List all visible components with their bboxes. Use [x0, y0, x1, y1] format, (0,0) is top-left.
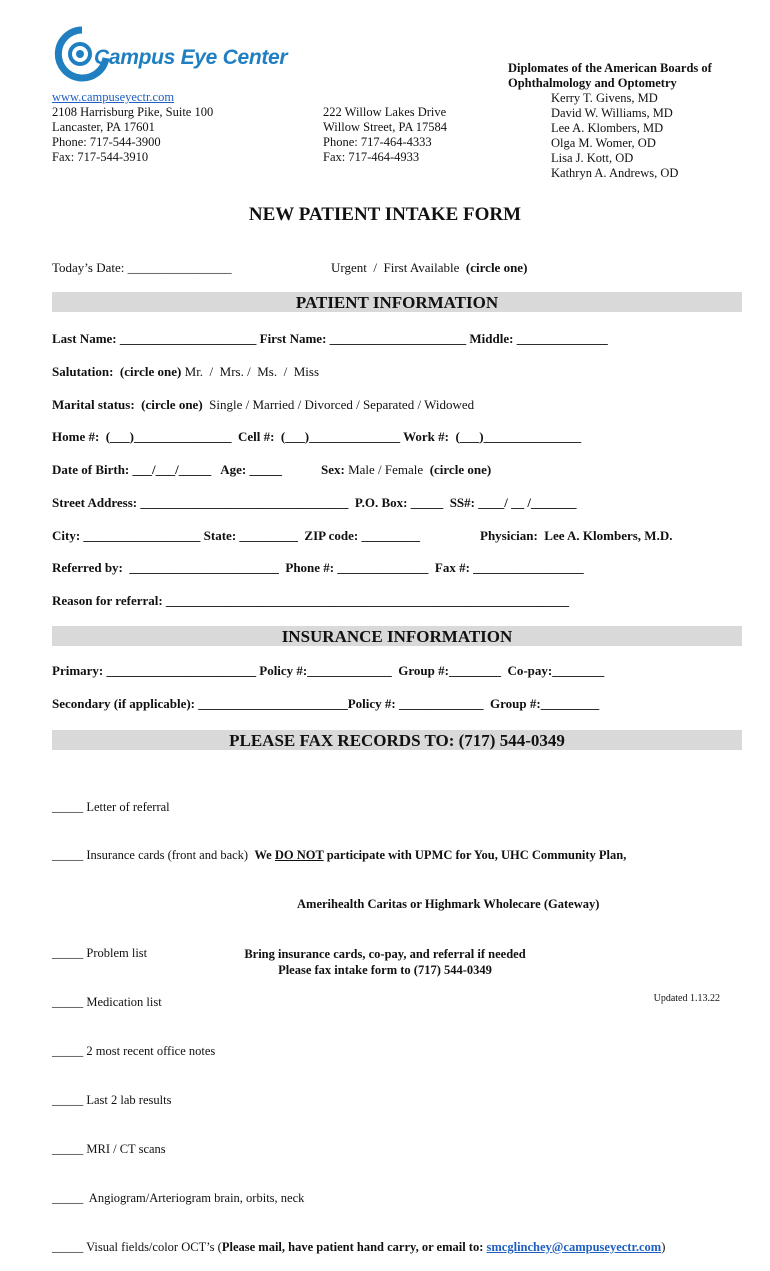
urgency-note: (circle one): [465, 260, 528, 275]
marital-label: Marital status: (circle one): [52, 397, 203, 412]
patient-info-heading: PATIENT INFORMATION: [52, 292, 742, 312]
email-link[interactable]: smcglinchey@campuseyectr.com: [486, 1239, 662, 1254]
checklist-item[interactable]: _____ Angiogram/Arteriogram brain, orbits, neck: [52, 1190, 305, 1205]
office1-address1: 2108 Harrisburg Pike, Suite 100: [52, 105, 214, 119]
marital-status-field[interactable]: [52, 397, 474, 413]
sex-label: Sex:: [321, 462, 345, 477]
fax-records-heading: PLEASE FAX RECORDS TO: (717) 544-0349: [52, 730, 742, 750]
insurance-heading: INSURANCE INFORMATION: [52, 626, 742, 646]
urgency-field[interactable]: [331, 260, 527, 276]
diplomates-heading2: Ophthalmology and Optometry: [508, 76, 677, 90]
checklist-item[interactable]: _____ MRI / CT scans: [52, 1141, 166, 1156]
logo: [52, 24, 292, 82]
records-checklist: [52, 766, 665, 1271]
reason-field[interactable]: Reason for referral: ______________________________________________________________: [52, 593, 569, 608]
office2-address2: Willow Street, PA 17584: [323, 120, 448, 134]
doctor-name: Kerry T. Givens, MD: [551, 91, 658, 105]
website-link[interactable]: www.campuseyectr.com: [52, 90, 175, 104]
insurance-note-line2: Amerihealth Caritas or Highmark Wholecare (Gateway): [297, 897, 600, 912]
todays-date-field[interactable]: Today’s Date: ________________: [52, 260, 232, 275]
salutation-options: Mr. / Mrs. / Ms. / Miss: [181, 364, 320, 379]
office1-address2: Lancaster, PA 17601: [52, 120, 155, 134]
footer-instructions: [0, 946, 770, 978]
primary-insurance-fields[interactable]: Primary: _______________________ Policy #:_____________ Group #:________ Co-pay:________: [52, 663, 605, 678]
doctor-name: Lee A. Klombers, MD: [551, 121, 664, 135]
office-lancaster: [52, 90, 213, 165]
checklist-item[interactable]: _____ Problem list: [52, 946, 148, 961]
city-fields[interactable]: City: __________________ State: _________ ZIP code: _________: [52, 528, 420, 543]
secondary-insurance-fields[interactable]: Secondary (if applicable): _______________________Policy #: _____________ Group #:_________: [52, 696, 600, 711]
office1-fax: Fax: 717-544-3910: [52, 150, 149, 164]
checklist-item[interactable]: _____ Medication list: [52, 995, 162, 1010]
name-fields[interactable]: Last Name: _____________________ First Name: _____________________ Middle: ______________: [52, 331, 608, 346]
referral-fields[interactable]: Referred by: _______________________ Phone #: ______________ Fax #: _________________: [52, 560, 584, 575]
marital-options: Single / Married / Divorced / Separated / Widowed: [202, 397, 475, 412]
checklist-item-label: _____ Visual fields/color OCT’s (: [52, 1239, 222, 1254]
checklist-item[interactable]: _____ Last 2 lab results: [52, 1092, 172, 1107]
sex-options: Male / Female: [344, 462, 427, 477]
visual-fields-note: Please mail, have patient hand carry, or email to:: [221, 1239, 487, 1254]
urgency-options: Urgent / First Available: [331, 260, 460, 275]
office2-fax: Fax: 717-464-4933: [323, 150, 420, 164]
phone-fields[interactable]: Home #: (___)_______________ Cell #: (___)______________ Work #: (___)_______________: [52, 429, 582, 444]
dob-age-fields[interactable]: Date of Birth: ___/___/_____ Age: _____: [52, 462, 283, 477]
updated-date: Updated 1.13.22: [653, 993, 720, 1004]
physician-field: Physician: Lee A. Klombers, M.D.: [480, 528, 673, 543]
doctor-name: Lisa J. Kott, OD: [551, 151, 634, 165]
checklist-item[interactable]: [52, 1239, 665, 1255]
doctor-name: Kathryn A. Andrews, OD: [551, 166, 679, 180]
office2-address1: 222 Willow Lakes Drive: [323, 105, 447, 119]
checklist-item[interactable]: _____ Letter of referral: [52, 799, 170, 814]
doctor-name: Olga M. Womer, OD: [551, 136, 656, 150]
logo-text: Campus Eye Center: [94, 46, 288, 69]
diplomates-heading1: Diplomates of the American Boards of: [508, 61, 712, 75]
salutation-label: Salutation: (circle one): [52, 364, 182, 379]
close-paren: ): [661, 1239, 666, 1254]
checklist-item[interactable]: [52, 847, 665, 863]
footer-line1: Bring insurance cards, co-pay, and referral if needed: [244, 947, 526, 961]
address-fields[interactable]: Street Address: ________________________________ P.O. Box: _____ SS#: ____/ __ /_______: [52, 495, 577, 510]
sex-field[interactable]: [321, 462, 491, 478]
insurance-note: We DO NOT participate with UPMC for You, UHC Community Plan,: [254, 848, 627, 863]
doctor-name: David W. Williams, MD: [551, 106, 673, 120]
diplomates-block: [508, 61, 712, 181]
footer-line2: Please fax intake form to (717) 544-0349: [278, 963, 492, 977]
office-willow-street: [323, 105, 447, 165]
salutation-field[interactable]: [52, 364, 319, 380]
office1-phone: Phone: 717-544-3900: [52, 135, 161, 149]
office2-phone: Phone: 717-464-4333: [323, 135, 432, 149]
checklist-item-label: _____ Insurance cards (front and back): [52, 848, 249, 863]
checklist-item[interactable]: _____ 2 most recent office notes: [52, 1044, 216, 1059]
form-title: NEW PATIENT INTAKE FORM: [248, 204, 522, 225]
sex-note: (circle one): [426, 462, 492, 477]
